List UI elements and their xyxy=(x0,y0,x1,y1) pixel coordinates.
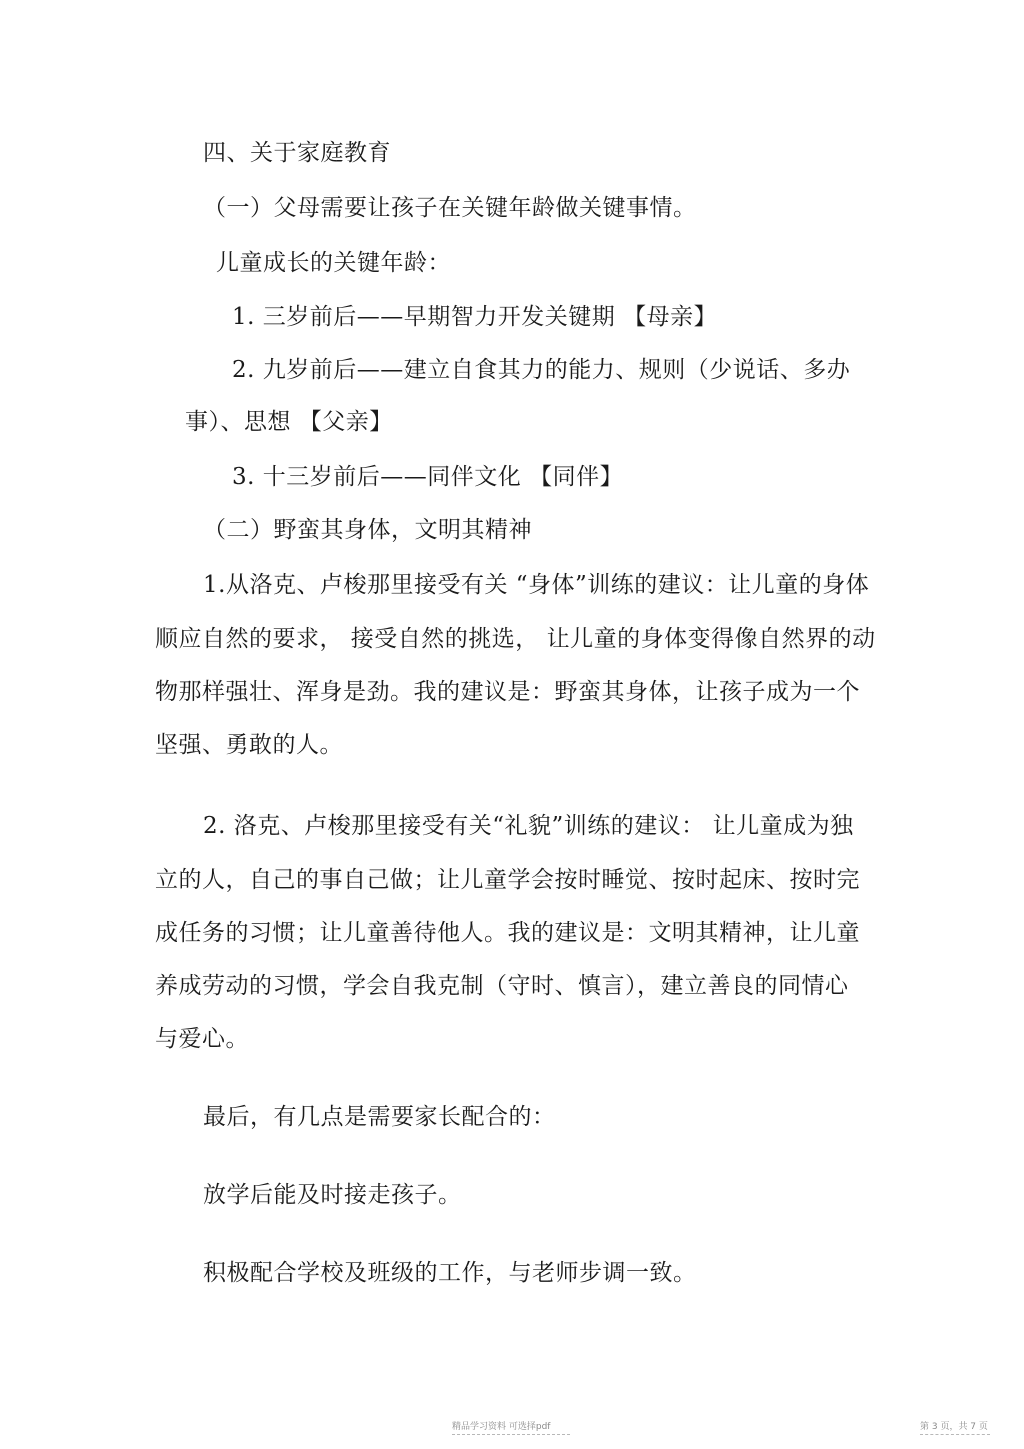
key-age-item-1: 1. 三岁前后——早期智力开发关键期 【母亲】 xyxy=(232,304,718,330)
final-item-2: 积极配合学校及班级的工作，与老师步调一致。 xyxy=(203,1260,697,1286)
footer-left-text: 精品学习资料 可选择pdf xyxy=(452,1422,551,1432)
paragraph-2-line-2: 立的人，自己的事自己做；让儿童学会按时睡觉、按时起床、按时完 xyxy=(155,867,860,893)
footer-left-rule xyxy=(452,1434,570,1435)
paragraph-2-line-4: 养成劳动的习惯，学会自我克制（守时、慎言），建立善良的同情心 xyxy=(155,973,849,999)
paragraph-2-line-3: 成任务的习惯；让儿童善待他人。我的建议是：文明其精神，让儿童 xyxy=(155,920,860,946)
final-intro: 最后，有几点是需要家长配合的： xyxy=(203,1104,556,1130)
final-item-1: 放学后能及时接走孩子。 xyxy=(203,1182,462,1208)
paragraph-2-line-1: 2. 洛克、卢梭那里接受有关“礼貌”训练的建议： 让儿童成为独 xyxy=(203,813,854,839)
key-age-item-3: 3. 十三岁前后——同伴文化 【同伴】 xyxy=(232,464,624,490)
subsection-1-title: （一）父母需要让孩子在关键年龄做关键事情。 xyxy=(203,195,697,221)
paragraph-1-line-2: 顺应自然的要求， 接受自然的挑选， 让儿童的身体变得像自然界的动 xyxy=(155,626,876,652)
section-heading: 四、关于家庭教育 xyxy=(203,140,391,166)
paragraph-2-line-5: 与爱心。 xyxy=(155,1026,249,1052)
paragraph-1-line-4: 坚强、勇敢的人。 xyxy=(155,732,343,758)
footer-page-number: 第 3 页，共 7 页 xyxy=(920,1422,988,1432)
subsection-2-title: （二）野蛮其身体，文明其精神 xyxy=(203,517,532,543)
key-age-title: 儿童成长的关键年龄： xyxy=(216,250,451,276)
paragraph-1-line-3: 物那样强壮、浑身是劲。我的建议是：野蛮其身体，让孩子成为一个 xyxy=(155,679,860,705)
footer-right-rule xyxy=(920,1434,990,1435)
paragraph-1-line-1: 1.从洛克、卢梭那里接受有关 “身体”训练的建议：让儿童的身体 xyxy=(203,572,870,598)
key-age-item-2: 2. 九岁前后——建立自食其力的能力、规则（少说话、多办 xyxy=(232,357,851,383)
key-age-item-2-continued: 事）、思想 【父亲】 xyxy=(185,409,393,435)
